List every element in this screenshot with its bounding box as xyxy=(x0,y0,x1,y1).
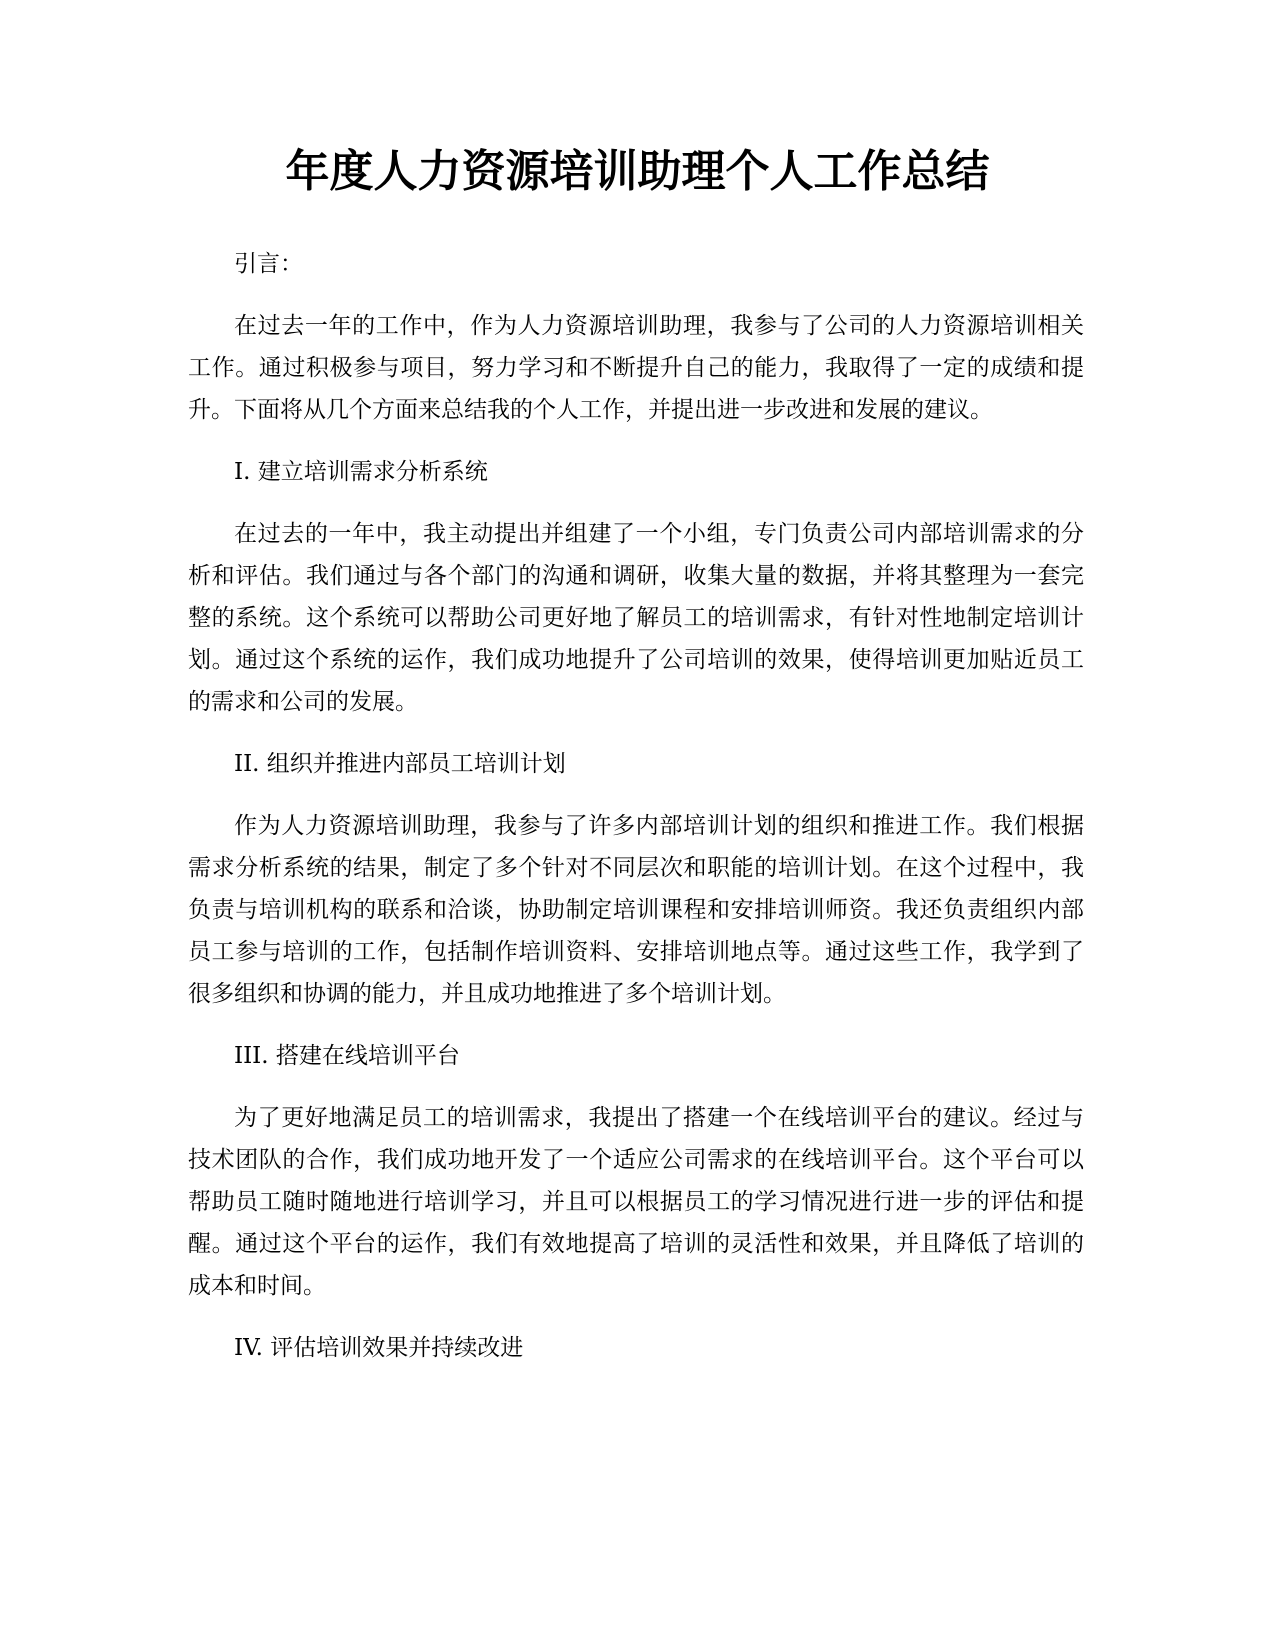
document-body xyxy=(188,243,1084,1389)
document-title: 年度人力资源培训助理个人工作总结 xyxy=(285,146,990,197)
section-heading: III. 搭建在线培训平台 xyxy=(234,1043,460,1069)
section-paragraph: 为了更好地满足员工的培训需求，我提出了搭建一个在线培训平台的建议。经过与技术团队的合作，我们成功地开发了一个适应公司需求的在线培训平台。这个平台可以帮助员工随时随地进行培训学习，并且可以根据员工的学习情况进行进一步的评估和提醒。通过这个平台的运作，我们有效地提高了培训的灵活性和效果，并且降低了培训的成本和时间。 xyxy=(188,1105,1084,1299)
section-heading: I. 建立培训需求分析系统 xyxy=(234,459,488,485)
section-heading: IV. 评估培训效果并持续改进 xyxy=(234,1335,524,1361)
section-paragraph: 作为人力资源培训助理，我参与了许多内部培训计划的组织和推进工作。我们根据需求分析系统的结果，制定了多个针对不同层次和职能的培训计划。在这个过程中，我负责与培训机构的联系和洽谈，协助制定培训课程和安排培训师资。我还负责组织内部员工参与培训的工作，包括制作培训资料、安排培训地点等。通过这些工作，我学到了很多组织和协调的能力，并且成功地推进了多个培训计划。 xyxy=(188,813,1084,1007)
intro-label: 引言： xyxy=(234,251,303,277)
section-heading: II. 组织并推进内部员工培训计划 xyxy=(234,751,566,777)
intro-paragraph: 在过去一年的工作中，作为人力资源培训助理，我参与了公司的人力资源培训相关工作。通过积极参与项目，努力学习和不断提升自己的能力，我取得了一定的成绩和提升。下面将从几个方面来总结我的个人工作，并提出进一步改进和发展的建议。 xyxy=(188,313,1084,423)
section-paragraph: 在过去的一年中，我主动提出并组建了一个小组，专门负责公司内部培训需求的分析和评估。我们通过与各个部门的沟通和调研，收集大量的数据，并将其整理为一套完整的系统。这个系统可以帮助公司更好地了解员工的培训需求，有针对性地制定培训计划。通过这个系统的运作，我们成功地提升了公司培训的效果，使得培训更加贴近员工的需求和公司的发展。 xyxy=(188,521,1084,715)
